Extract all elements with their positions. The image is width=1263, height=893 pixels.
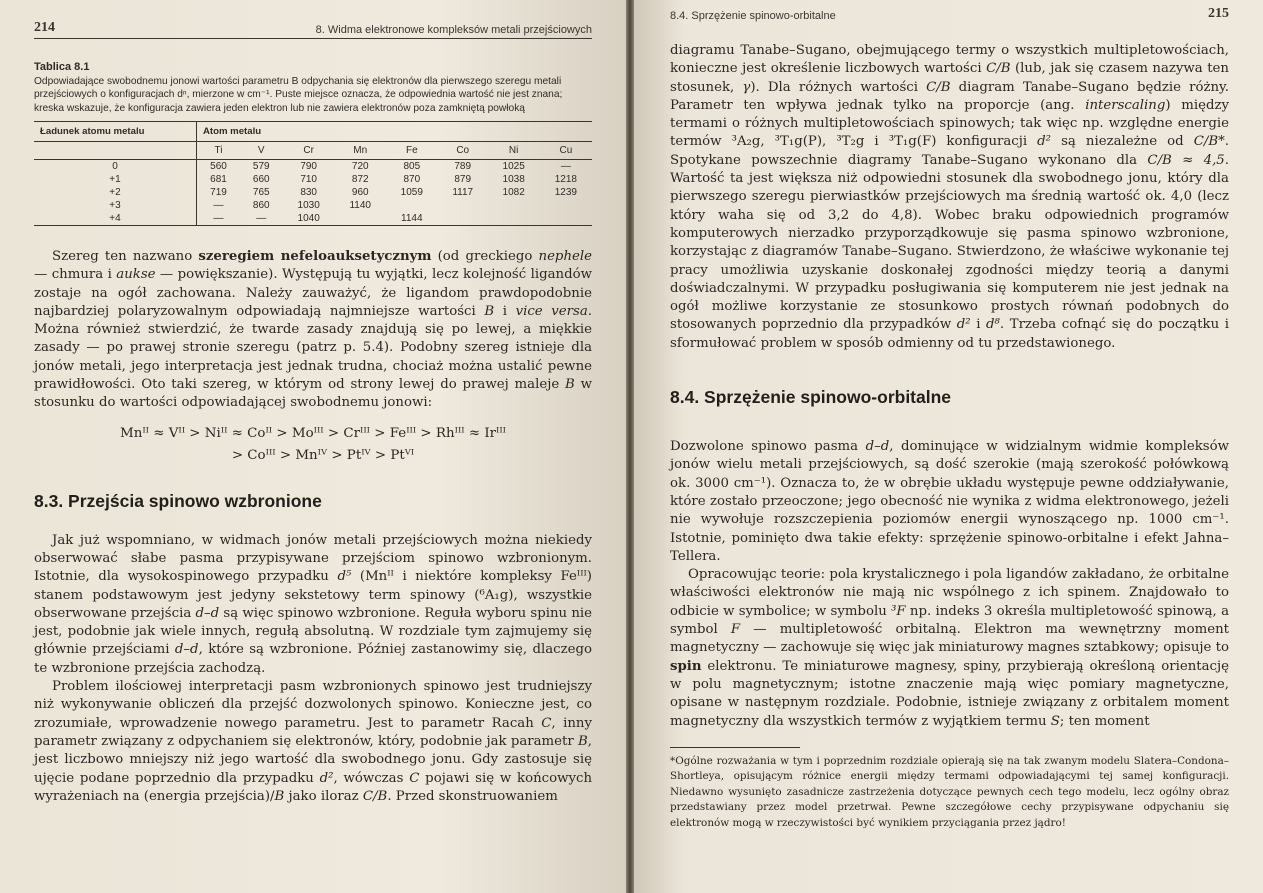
text: , dominujące w widzialnym widmie kompleksów jonów wielu metali przejściowych, są dość szerokie (mają szerokość połówkową ok. 3000 cm⁻¹). Oznacza to, że w obrębie układu występuje pewne oddziaływanie, które zostało przeoczone; jego obecność nie wynika z widma elektronowego, jeżeli nie wywołuje rozszczepienia poziomów energii wynoszącego np. 1000 cm⁻¹. Istotnie, pominięto dwa takie efekty: sprzężenie spinowo-orbitalne i efekt Jahna–Tellera.: [670, 439, 1229, 564]
table-cell-charge: +1: [34, 173, 197, 186]
text: są więc spinowo wzbronione. Reguła wyboru spinu nie jest, podobnie jak wiele innych, regułą absolutną. W rozdziale tym zajmujemy się głównie przejściami: [34, 605, 593, 658]
left-running-head: [34, 20, 592, 39]
var: C/B: [986, 61, 1011, 77]
text: Problem ilościowej interpretacji pasm wzbronionych spinowo jest trudniejszy niż wykonywanie obliczeń dla przejść dozwolonych spinowo. Konieczne jest, co zrozumiałe, wprowadzenie nowego parametru. Jest to parametr Racah: [34, 679, 592, 731]
table-col-ti: Ti: [197, 142, 240, 160]
table-cell: 860: [252, 200, 270, 211]
text: są niezależne od: [1051, 134, 1194, 150]
table-cell: 1117: [452, 187, 474, 198]
table-caption-text: Odpowiadające swobodnemu jonowi wartości parametru B odpychania się elektronów dla pierwszego szeregu metali przejściowych o konfiguracjach dⁿ, mierzone w cm⁻¹. Puste miejsce oznacza, że odpowiednia wartość nie jest znana; kreska wskazuje, że konfiguracja zawiera jeden elektron lub nie zawiera elektronów poza zamkniętą powłoką: [34, 75, 563, 114]
table-cell: 1218: [554, 174, 577, 185]
text: ). Dla różnych wartości: [750, 79, 927, 95]
left-paragraph-2: [34, 532, 592, 806]
var: C/B*: [1193, 134, 1225, 150]
metal-ion-series-formula: [34, 423, 592, 467]
table-cell: 805: [403, 161, 421, 172]
book-gutter: [626, 0, 634, 893]
greek-word: nephele: [538, 249, 592, 264]
table-cell: 1030: [297, 200, 320, 211]
section-heading-8-3: 8.3. Przejścia spinowo wzbronione: [34, 490, 322, 511]
var: d–d: [865, 439, 890, 455]
text: , jest liczbowo mniejszy niż jego wartość dla swobodnego jonu. Gdy zastosuje się ujęcie podane poprzednio dla przypadku: [34, 733, 592, 786]
var: C/B: [362, 788, 388, 804]
term-spin: spin: [670, 658, 702, 674]
left-running-head-title: 8. Widma elektronowe kompleksów metali przejściowych: [315, 24, 592, 36]
right-page: [634, 0, 1263, 893]
racah-b-table: [34, 121, 592, 226]
formula-line-2: > Coᴵᴵᴵ > Mnᴵⱽ > Ptᴵⱽ > Ptⱽᴵ: [231, 447, 415, 463]
table-cell: 1025: [502, 161, 525, 172]
table-cell: —: [560, 161, 571, 172]
text: . Trzeba cofnąć się do początku i sformułować problem w sposób odmienny od tu przedstawionego.: [670, 317, 1230, 351]
table-cell: [386, 199, 438, 212]
term-nephelauxetic-series: szeregiem nefeloauksetycznym: [198, 249, 432, 264]
text: — powiększanie). Występują tu wyjątki, lecz kolejność ligandów zostaje na ogół zachowana. Należy zauważyć, że ligandom prawdopodobnie najbardziej polaryzowalnym odpowiadają najmniejsze wartości: [34, 267, 592, 319]
var: d⁸: [986, 317, 1000, 333]
table-caption: [34, 61, 592, 115]
text: (od greckiego: [431, 249, 539, 264]
table-cell: 681: [210, 174, 227, 185]
text: np. indeks 3 określa multipletowość spinową, a symbol: [670, 603, 1229, 638]
table-cell: —: [240, 212, 283, 226]
table-cell: 789: [454, 161, 472, 172]
right-paragraph-1: [670, 42, 1229, 353]
text: w stosunku do wartości odpowiadającej swobodnemu jonowi:: [34, 377, 593, 411]
text: Szereg ten nazwano: [52, 249, 199, 264]
table-cell: [438, 199, 488, 212]
var: d²: [1037, 134, 1052, 150]
left-page: [0, 0, 626, 893]
table-col-mn: Mn: [335, 142, 386, 160]
text: — multipletowość orbitalną. Elektron ma wewnętrzny moment magnetyczny — zachowuje się więc jak miniaturowy magnes sztabkowy; opisuje to: [670, 622, 1229, 656]
var: B: [484, 303, 495, 319]
left-page-number: 214: [34, 20, 55, 35]
text: diagramu Tanabe–Sugano, obejmującego termy o wszystkich multipletowościach, konieczne jest określenie liczbowych wartości: [670, 43, 1229, 77]
table-cell: 1038: [502, 174, 525, 185]
var: C: [409, 770, 420, 786]
table-col-cr: Cr: [283, 142, 335, 160]
table-cell: 960: [351, 187, 369, 198]
var: S: [1050, 713, 1060, 729]
table-cell: 560: [210, 161, 227, 172]
text: i: [494, 303, 516, 319]
var: d²: [956, 317, 971, 333]
table-row: [34, 186, 592, 199]
table-cell: —: [197, 212, 240, 226]
table-cell: 710: [300, 174, 317, 185]
table-cell-charge: +2: [34, 186, 197, 199]
text: Jak już wspomniano, w widmach jonów metali przejściowych można niekiedy obserwować słabe pasma przypisywane przejściom spinowo wzbronionym. Istotnie, dla wysokospinowego przypadku: [34, 532, 592, 585]
text: . Spotykane powszechnie diagramy Tanabe–Sugano wykonano dla: [670, 134, 1230, 168]
table-col-co: Co: [438, 142, 488, 160]
text: . Można również stwierdzić, że twarde zasady znajdują się po lewej, a miękkie zasady — po prawej stronie szeregu (patrz p. 5.4). Podobny szereg istnieje dla jonów metali, jego interpretacja jest jednak trudna, chociaż można ustalić pewne prawidłowości. Oto taki szereg, w którym od strony lewej do prawej maleje: [34, 303, 592, 393]
table-cell: 790: [300, 161, 317, 172]
table-cell: 1239: [554, 187, 577, 198]
section-heading-8-4: 8.4. Sprzężenie spinowo-orbitalne: [670, 387, 952, 408]
var: d⁵: [337, 569, 352, 585]
var: B: [577, 733, 588, 749]
text: ) między termami o różnych multipletowościach spinowych; tak więc np. względne energie termów ³A₂g, ³T₁g(P), ³T₂g i ³T₁g(F) konfiguracji: [670, 97, 1229, 150]
right-running-head: [670, 6, 1229, 24]
text: Opracowując teorie: pola krystalicznego i pola ligandów zakładano, że orbitalne właściwości elektronów nie mają nic wspólnego z ich spinem. Znajdowało to odbicie w symbolice; w symbolu: [670, 567, 1229, 619]
table-cell: [488, 199, 540, 212]
right-paragraph-2: [670, 438, 1229, 731]
text: jako iloraz: [284, 788, 363, 804]
table-cell: [438, 212, 488, 226]
right-page-number: 215: [1208, 6, 1229, 21]
table-cell: [488, 212, 540, 226]
table-cell: 1082: [502, 187, 525, 198]
table-label: Tablica 8.1: [34, 61, 90, 73]
table-cell-charge: +3: [34, 199, 197, 212]
var: C: [541, 715, 552, 731]
table-row: [34, 199, 592, 212]
text: i: [970, 317, 987, 333]
table-cell: 719: [210, 187, 227, 198]
english-term: interscaling: [1085, 97, 1166, 113]
text: elektronu. Te miniaturowe magnesy, spiny, przybierają określoną orientację w polu magnetycznym; istotne znaczenie mają więc pomiary magnetyczne, opisane w następnym rozdziale. Podobnie, istnieje związany z orbitalem moment magnetyczny dla wszystkich termów z wyjątkiem termu: [670, 658, 1229, 729]
var: ³F: [891, 603, 906, 619]
table-cell: 1144: [386, 212, 438, 226]
table-cell-charge: +4: [34, 212, 197, 226]
var: C/B: [926, 79, 951, 95]
table-header-charge: Ładunek atomu metalu: [34, 122, 197, 142]
table-cell: 579: [252, 161, 270, 172]
text: , które są wzbronione. Później zastanowimy się, dlaczego te wzbronione przejścia zachodzą.: [34, 642, 592, 676]
table-cell: 830: [300, 187, 317, 198]
table-cell: 765: [252, 187, 270, 198]
table-row: [34, 160, 592, 174]
table-header-blank: [34, 142, 197, 160]
table-col-v: V: [240, 142, 283, 160]
table-cell: 1040: [283, 212, 335, 226]
footnote: *Ogólne rozważania w tym i poprzednim rozdziale opierają się na tak zwanym modelu Slatera–Condona–Shortleya, opisującym różnice energii między termami odpowiadającymi tej samej konfiguracji. Niedawno wysunięto zasadnicze zastrzeżenia dotyczące pewnych cech tego modelu, lecz ogólny obraz przedstawiany przez model przetrwał. Pewne szczegółowe cechy przypisywane odpychaniu się elektronów mogą w rzeczywistości być wynikiem przyciągania przez jądro!: [670, 754, 1229, 829]
table-cell: [540, 212, 592, 226]
var: d²: [319, 770, 334, 786]
text: (Mnᴵᴵ i niektóre kompleksy Feᴵᴵᴵ) stanem podstawowym jest jedyny sekstetowy term spinowy (⁶A₁g), wszystkie obserwowane przejścia: [34, 569, 592, 621]
table-row: [34, 212, 592, 226]
var: γ: [742, 79, 751, 95]
var: C/B ≈ 4,5: [1147, 152, 1225, 168]
var: B: [565, 377, 575, 393]
table-cell: 1059: [400, 187, 423, 198]
text: — chmura i: [34, 267, 117, 283]
table-col-fe: Fe: [386, 142, 438, 160]
table-cell-charge: 0: [34, 160, 197, 174]
var: F: [730, 622, 741, 638]
right-running-head-title: 8.4. Sprzężenie spinowo-orbitalne: [670, 10, 836, 22]
table-cell: [540, 199, 592, 212]
text: diagram Tanabe–Sugano będzie różny. Parametr ten wpływa jednak tylko na proporcje (ang.: [670, 79, 1229, 113]
table-cell: 872: [351, 174, 369, 185]
table-col-cu: Cu: [540, 142, 592, 160]
text: . Przed skonstruowaniem: [387, 788, 558, 804]
table-cell: 660: [252, 174, 270, 185]
var: B: [274, 788, 285, 804]
table-col-ni: Ni: [488, 142, 540, 160]
table-cell: 1140: [349, 200, 371, 211]
left-paragraph-1: [34, 248, 592, 413]
latin-phrase: vice versa: [515, 303, 588, 319]
table-cell: [335, 212, 386, 226]
text: ; ten moment: [1059, 713, 1150, 729]
table-row: [34, 173, 592, 186]
greek-word: aukse: [116, 267, 156, 283]
table-header-atom: Atom metalu: [197, 122, 593, 142]
text: (lub, jak się czasem nazywa ten stosunek,: [670, 61, 1229, 95]
table-cell: 720: [351, 161, 369, 172]
formula-line-1: Mnᴵᴵ ≈ Vᴵᴵ > Niᴵᴵ ≈ Coᴵᴵ > Moᴵᴵᴵ > Crᴵᴵᴵ > Feᴵᴵᴵ > Rhᴵᴵᴵ ≈ Irᴵᴵᴵ: [119, 425, 507, 441]
table-cell: 870: [403, 174, 421, 185]
footnote-rule: [670, 747, 800, 748]
text: , inny parametr związany z odpychaniem się elektronów, który, podobnie jak parametr: [34, 715, 592, 749]
table-cell: 879: [454, 174, 472, 185]
text: . Wartość ta jest większa niż odpowiedni stosunek dla swobodnego jonu, który dla pierwszego szeregu pierwiastków przejściowych ma średnią wartość ok. 4,0 (lecz który waha się od 3,2 do 4,8). Wobec braku odpowiednich programów komputerowych nierzadko przyporządkowuje się pasma spinowo wzbronione, korzystając z diagramów Tanabe–Sugano. Stwierdzono, że właściwe wykonanie tej pracy umożliwia uzyskanie doskonałej zgodności między teorią a danymi doświadczalnymi. W przypadku posługiwania się komputerem nie jest jednak na ogół możliwe korzystanie ze stosunkowo prostych równań podobnych do stosowanych poprzednio dla przypadków: [670, 152, 1229, 333]
table-cell: —: [213, 200, 224, 211]
var: d–d: [174, 642, 199, 658]
text: Dozwolone spinowo pasma: [670, 439, 866, 455]
text: pojawi się w końcowych wyrażeniach na (energia przejścia)/: [34, 770, 593, 804]
text: , wówczas: [333, 770, 410, 786]
var: d–d: [195, 605, 220, 621]
